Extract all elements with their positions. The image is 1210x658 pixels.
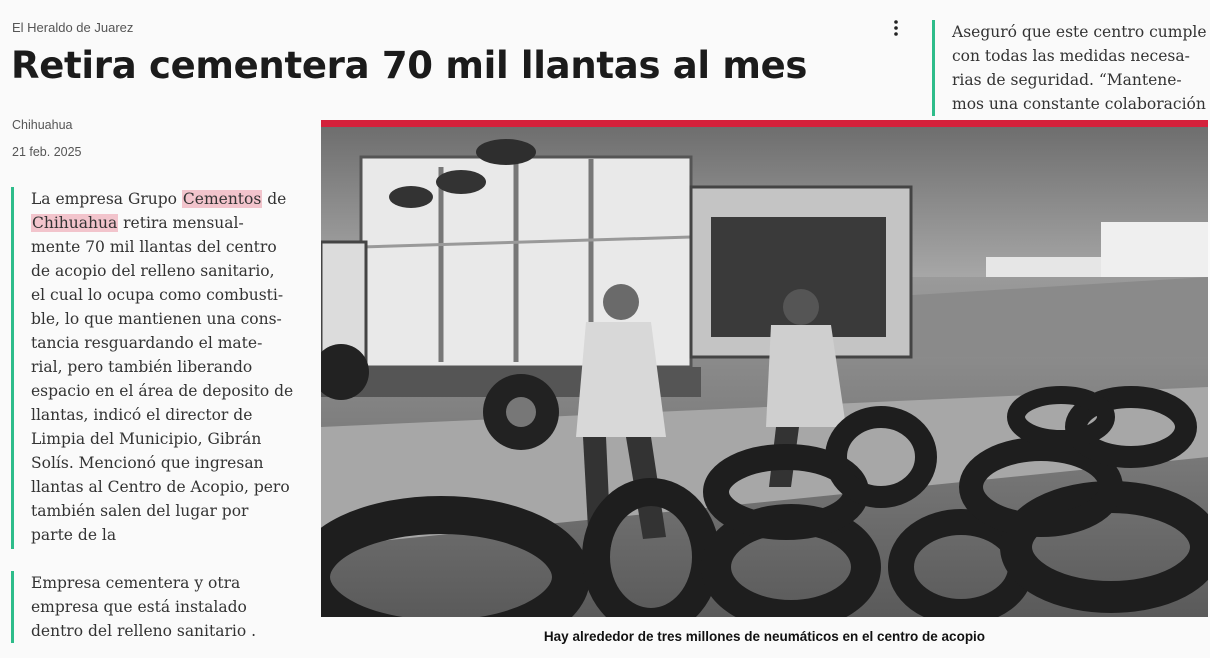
sidebar-excerpt: [932, 20, 1210, 116]
body-line: mente 70 mil llantas del centro: [31, 238, 277, 256]
body-line: rial, pero también liberando: [31, 358, 253, 376]
sidebar-line: mos una constante colaboración: [952, 95, 1206, 113]
publication-name: El Heraldo de Juarez: [12, 20, 134, 35]
photo-building: [1101, 222, 1208, 282]
body-line: de acopio del relleno sanitario,: [31, 262, 275, 280]
body-line: tancia resguardando el mate-: [31, 334, 263, 352]
body-line: [31, 187, 301, 211]
article-location: Chihuahua: [12, 118, 73, 132]
body-line: Solís. Mencionó que ingresan: [31, 454, 264, 472]
body-line: dentro del relleno sanitario .: [31, 622, 257, 640]
body-line: llantas al Centro de Acopio, pero: [31, 478, 290, 496]
more-options-button[interactable]: [884, 16, 908, 40]
body-line: empresa que está instalado: [31, 598, 247, 616]
article-body-block: [11, 571, 301, 643]
article-photo[interactable]: [321, 120, 1208, 617]
body-line: también salen del lugar por: [31, 502, 249, 520]
body-line: llantas, indicó el director de: [31, 406, 253, 424]
body-line: Empresa cementera y otra: [31, 574, 241, 592]
highlighted-term[interactable]: Cementos: [182, 190, 262, 208]
body-line: Limpia del Municipio, Gibrán: [31, 430, 262, 448]
photo-illustration: [321, 127, 1208, 617]
page-title: Retira cementera 70 mil llantas al mes: [11, 44, 808, 87]
body-line: parte de la: [31, 526, 117, 544]
article-body-block: [11, 187, 301, 549]
body-line: espacio en el área de deposito de: [31, 382, 294, 400]
body-text: La empresa Grupo: [31, 190, 182, 208]
body-text: retira mensual-: [118, 214, 244, 232]
more-vertical-icon: [894, 20, 898, 36]
highlighted-term[interactable]: Chihuahua: [32, 214, 118, 232]
sidebar-line: rias de seguridad. “Mantene-: [952, 71, 1182, 89]
body-line: ble, lo que mantienen una cons-: [31, 310, 282, 328]
photo-caption: Hay alrededor de tres millones de neumáticos en el centro de acopio: [543, 629, 986, 644]
sidebar-line: Aseguró que este centro cumple: [952, 23, 1207, 41]
body-line: [31, 211, 301, 235]
article-date: 21 feb. 2025: [12, 145, 82, 159]
body-text: de: [262, 190, 287, 208]
body-line: el cual lo ocupa como combusti-: [31, 286, 284, 304]
sidebar-line: con todas las medidas necesa-: [952, 47, 1190, 65]
